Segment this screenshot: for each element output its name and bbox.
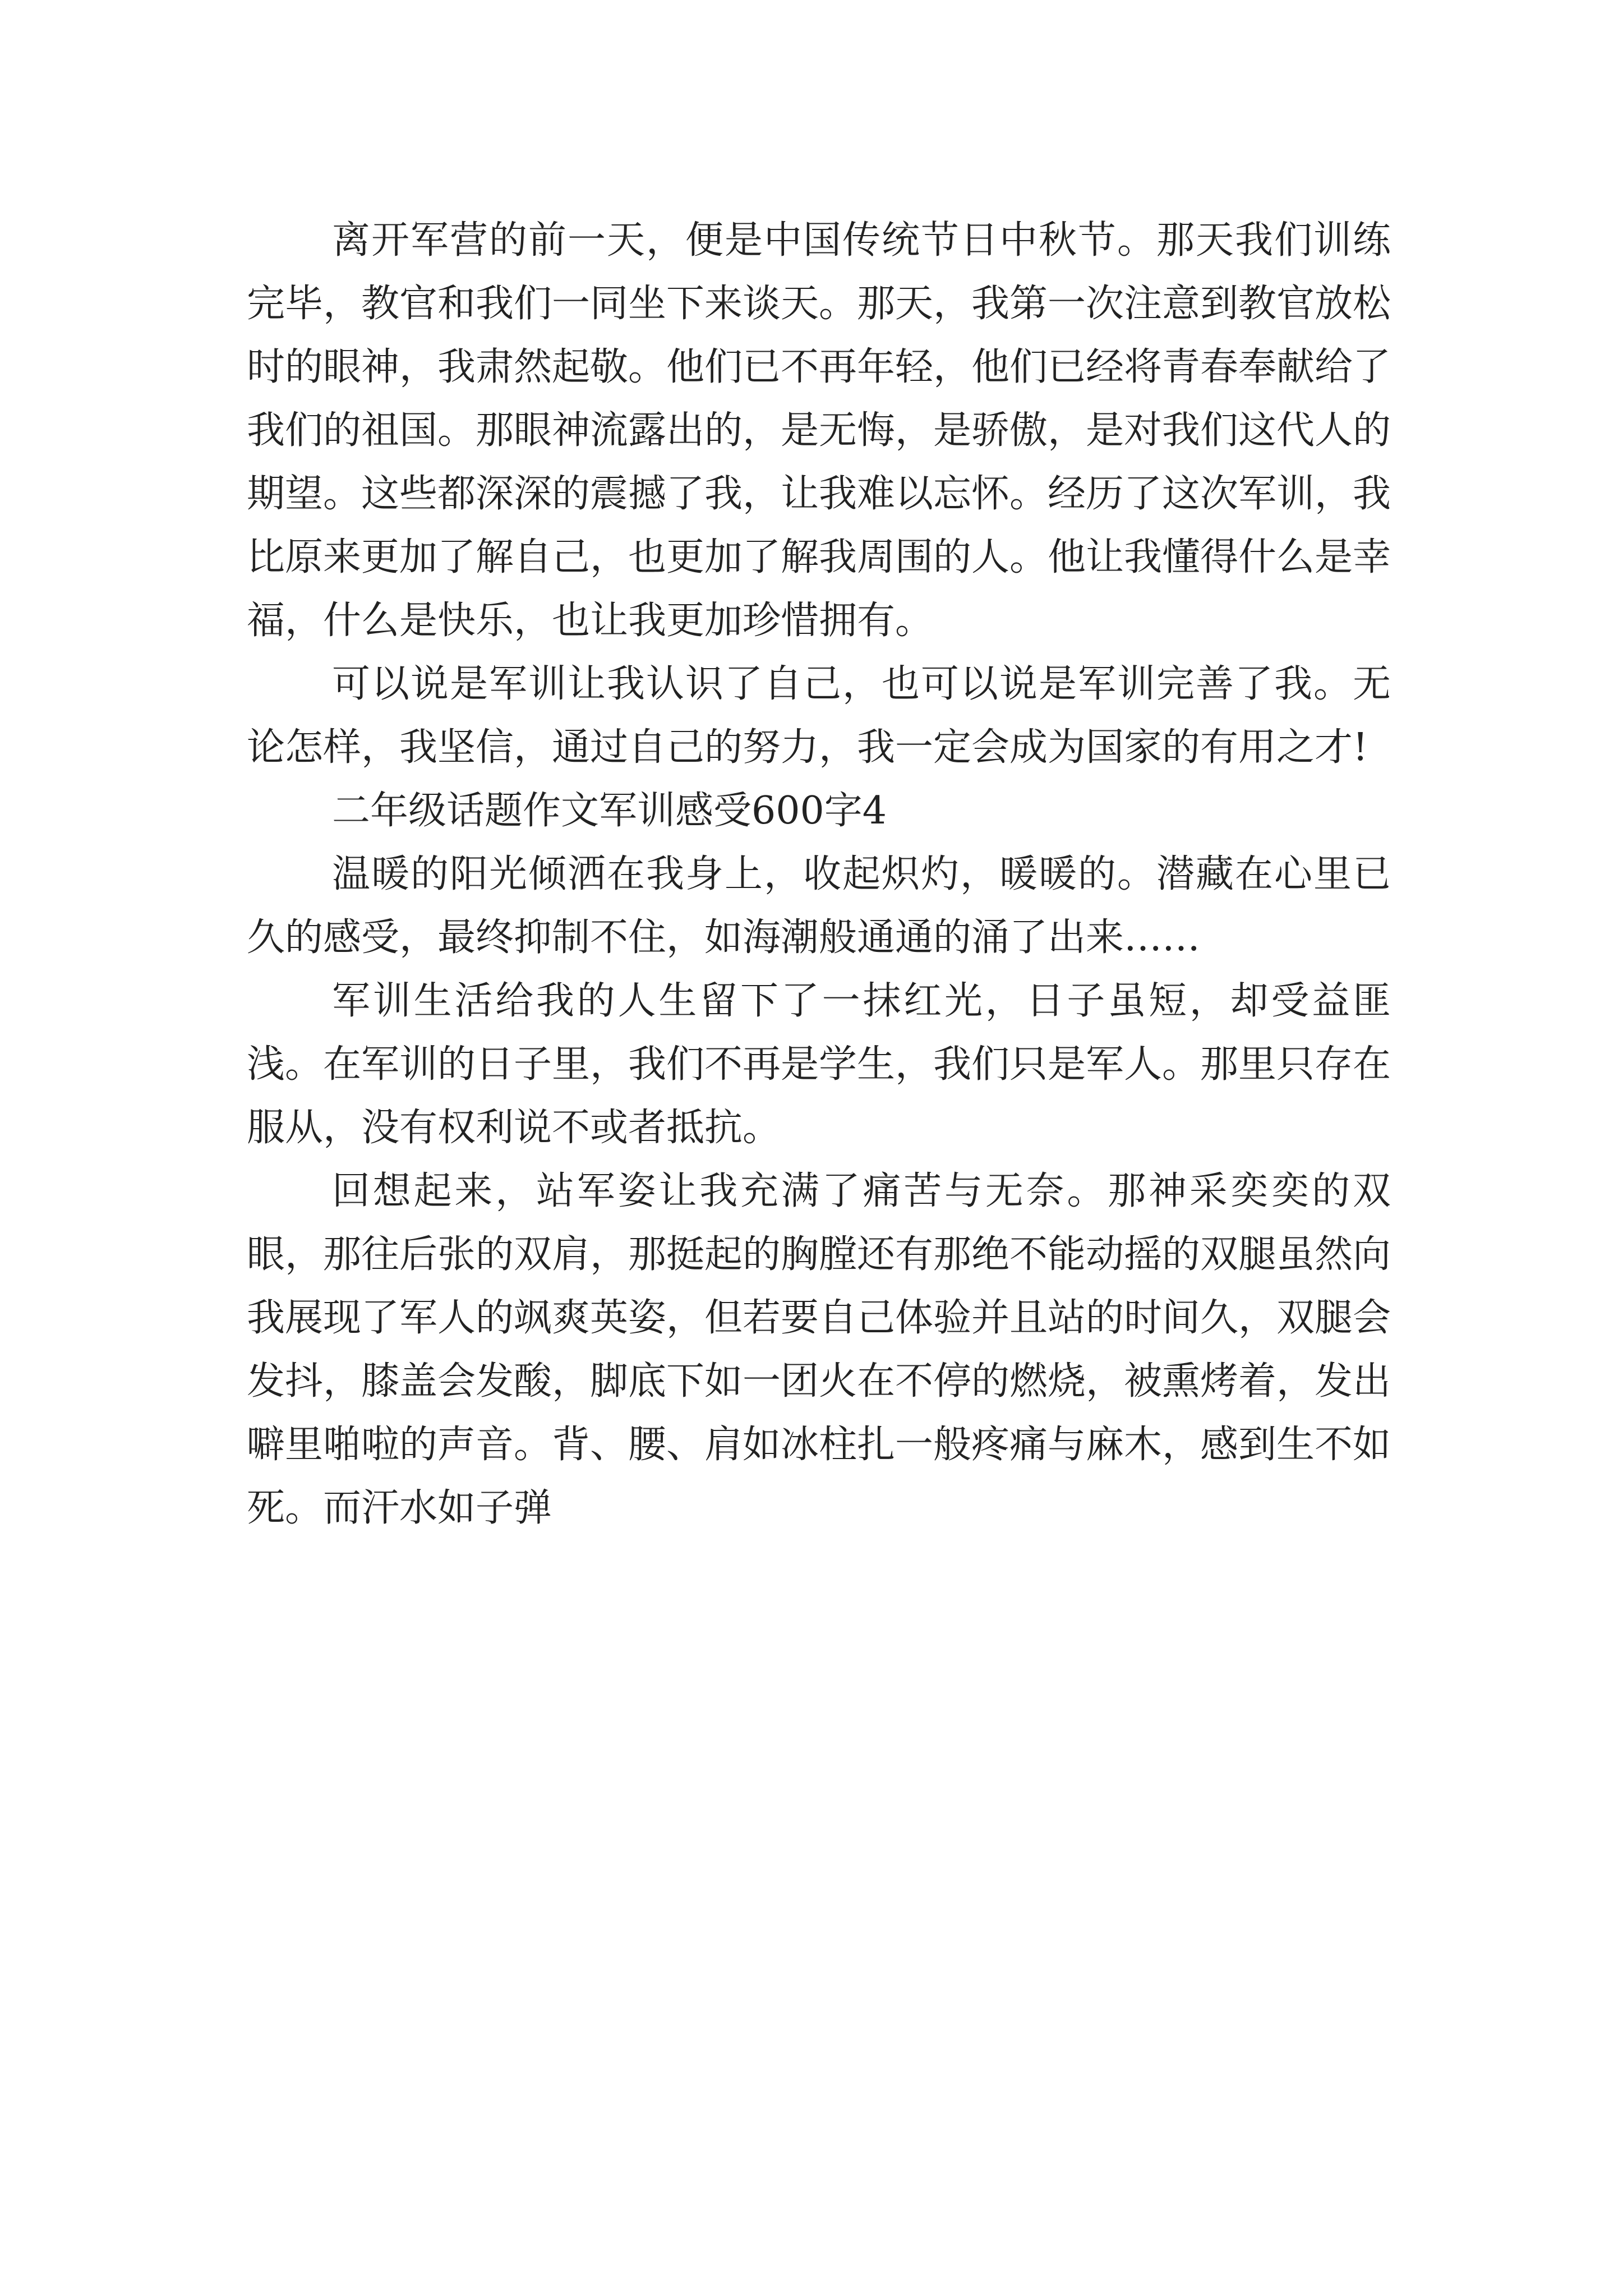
essay-title: 二年级话题作文军训感受600字4	[332, 789, 887, 833]
document-body	[247, 209, 1391, 1540]
paragraph-training-life: 军训生活给我的人生留下了一抹红光，日子虽短，却受益匪浅。在军训的日子里，我们不再是学生，我们只是军人。那里只存在服从，没有权利说不或者抵抗。	[247, 979, 1391, 1150]
paragraph-mid-autumn-farewell: 离开军营的前一天，便是中国传统节日中秋节。那天我们训练完毕，教官和我们一同坐下来谈天。那天，我第一次注意到教官放松时的眼神，我肃然起敬。他们已不再年轻，他们已经将青春奉献给了我们的祖国。那眼神流露出的，是无悔，是骄傲，是对我们这代人的期望。这些都深深的震撼了我，让我难以忘怀。经历了这次军训，我比原来更加了解自己，也更加了解我周围的人。他让我懂得什么是幸福，什么是快乐，也让我更加珍惜拥有。	[247, 218, 1391, 643]
paragraph-standing-posture: 回想起来，站军姿让我充满了痛苦与无奈。那神采奕奕的双眼，那往后张的双肩，那挺起的胸膛还有那绝不能动摇的双腿虽然向我展现了军人的飒爽英姿，但若要自己体验并且站的时间久，双腿会发抖，膝盖会发酸，脚底下如一团火在不停的燃烧，被熏烤着，发出噼里啪啦的声音。背、腰、肩如冰柱扎一般疼痛与麻木，感到生不如死。而汗水如子弹	[247, 1169, 1391, 1530]
paragraph-self-knowledge: 可以说是军训让我认识了自己，也可以说是军训完善了我。无论怎样，我坚信，通过自己的努力，我一定会成为国家的有用之才!	[247, 662, 1391, 770]
paragraph-warm-sunshine: 温暖的阳光倾洒在我身上，收起炽灼，暖暖的。潜藏在心里已久的感受，最终抑制不住，如海潮般通通的涌了出来……	[247, 852, 1391, 960]
